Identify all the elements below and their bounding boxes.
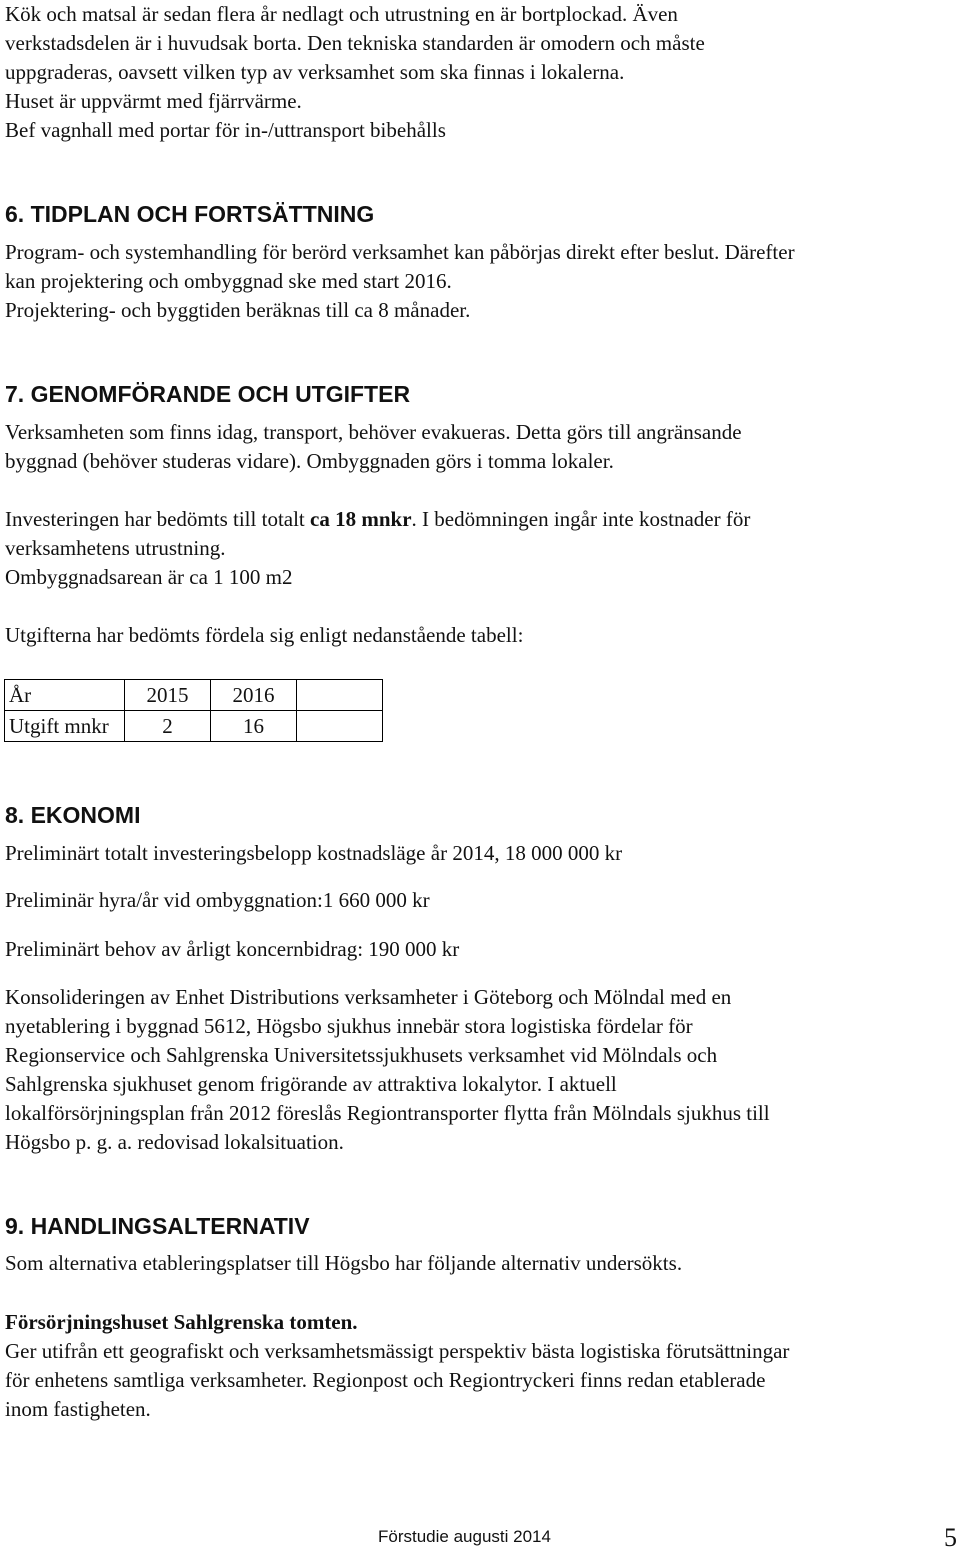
table-cell: 2016	[211, 680, 297, 711]
investment-line	[5, 505, 750, 534]
body-line: kan projektering och ombyggnad ske med start 2016.	[5, 269, 452, 293]
subheading: Försörjningshuset Sahlgrenska tomten.	[5, 1310, 358, 1334]
body-line: Preliminärt totalt investeringsbelopp kostnadsläge år 2014, 18 000 000 kr	[5, 841, 623, 865]
cost-table	[4, 679, 383, 742]
body-line: lokalförsörjningsplan från 2012 föreslås Regiontransporter flytta från Mölndals sjukhus till	[5, 1101, 770, 1125]
table-cell: Utgift mnkr	[5, 711, 125, 742]
investment-amount: ca 18 mnkr	[310, 507, 412, 531]
investment-prefix: Investeringen har bedömts till totalt	[5, 507, 311, 531]
body-line: nyetablering i byggnad 5612, Högsbo sjukhus innebär stora logistiska fördelar för	[5, 1014, 693, 1038]
table-row	[5, 680, 383, 711]
intro-line: Kök och matsal är sedan flera år nedlagt och utrustning en är bortplockad. Även	[5, 2, 678, 26]
body-line: Som alternativa etableringsplatser till Högsbo har följande alternativ undersökts.	[5, 1251, 683, 1275]
body-line: Preliminär hyra/år vid ombyggnation:1 660 000 kr	[5, 888, 430, 912]
body-line: byggnad (behöver studeras vidare). Ombyggnaden görs i tomma lokaler.	[5, 449, 614, 473]
table-cell: 16	[211, 711, 297, 742]
body-line: verksamhetens utrustning.	[5, 536, 226, 560]
body-line: Sahlgrenska sjukhuset genom frigörande av attraktiva lokalytor. I aktuell	[5, 1072, 617, 1096]
body-line: Ger utifrån ett geografiskt och verksamhetsmässigt perspektiv bästa logistiska förutsättningar	[5, 1339, 790, 1363]
body-line: Konsolideringen av Enhet Distributions verksamheter i Göteborg och Mölndal med en	[5, 985, 732, 1009]
section-heading-ekonomi: 8. EKONOMI	[5, 802, 141, 828]
page-number: 5	[944, 1523, 957, 1552]
body-line: Projektering- och byggtiden beräknas till ca 8 månader.	[5, 298, 471, 322]
section-heading-tidplan: 6. TIDPLAN OCH FORTSÄTTNING	[5, 201, 375, 227]
section-heading-genomforande: 7. GENOMFÖRANDE OCH UTGIFTER	[5, 381, 411, 407]
intro-line: Bef vagnhall med portar för in-/uttransport bibehålls	[5, 118, 446, 142]
intro-line: Huset är uppvärmt med fjärrvärme.	[5, 89, 302, 113]
page-footer: Förstudie augusti 2014	[378, 1527, 551, 1546]
table-cell	[297, 680, 383, 711]
table-cell	[297, 711, 383, 742]
section-heading-handlingsalternativ: 9. HANDLINGSALTERNATIV	[5, 1213, 310, 1239]
table-cell: År	[5, 680, 125, 711]
investment-suffix: . I bedömningen ingår inte kostnader för	[411, 507, 751, 531]
table-row	[5, 711, 383, 742]
body-line: Preliminärt behov av årligt koncernbidrag: 190 000 kr	[5, 937, 460, 961]
area-line: Ombyggnadsarean är ca 1 100 m2	[5, 565, 293, 589]
table-intro: Utgifterna har bedömts fördela sig enligt nedanstående tabell:	[5, 623, 524, 647]
intro-line: uppgraderas, oavsett vilken typ av verksamhet som ska finnas i lokalerna.	[5, 60, 625, 84]
body-line: inom fastigheten.	[5, 1397, 151, 1421]
body-line: Program- och systemhandling för berörd verksamhet kan påbörjas direkt efter beslut. Därefter	[5, 240, 795, 264]
intro-line: verkstadsdelen är i huvudsak borta. Den tekniska standarden är omodern och måste	[5, 31, 705, 55]
body-line: Verksamheten som finns idag, transport, behöver evakueras. Detta görs till angränsande	[5, 420, 742, 444]
table-cell: 2	[125, 711, 211, 742]
body-line: för enhetens samtliga verksamheter. Regionpost och Regiontryckeri finns redan etablerade	[5, 1368, 766, 1392]
body-line: Regionservice och Sahlgrenska Universitetssjukhusets verksamhet vid Mölndals och	[5, 1043, 718, 1067]
body-line: Högsbo p. g. a. redovisad lokalsituation.	[5, 1130, 344, 1154]
table-cell: 2015	[125, 680, 211, 711]
